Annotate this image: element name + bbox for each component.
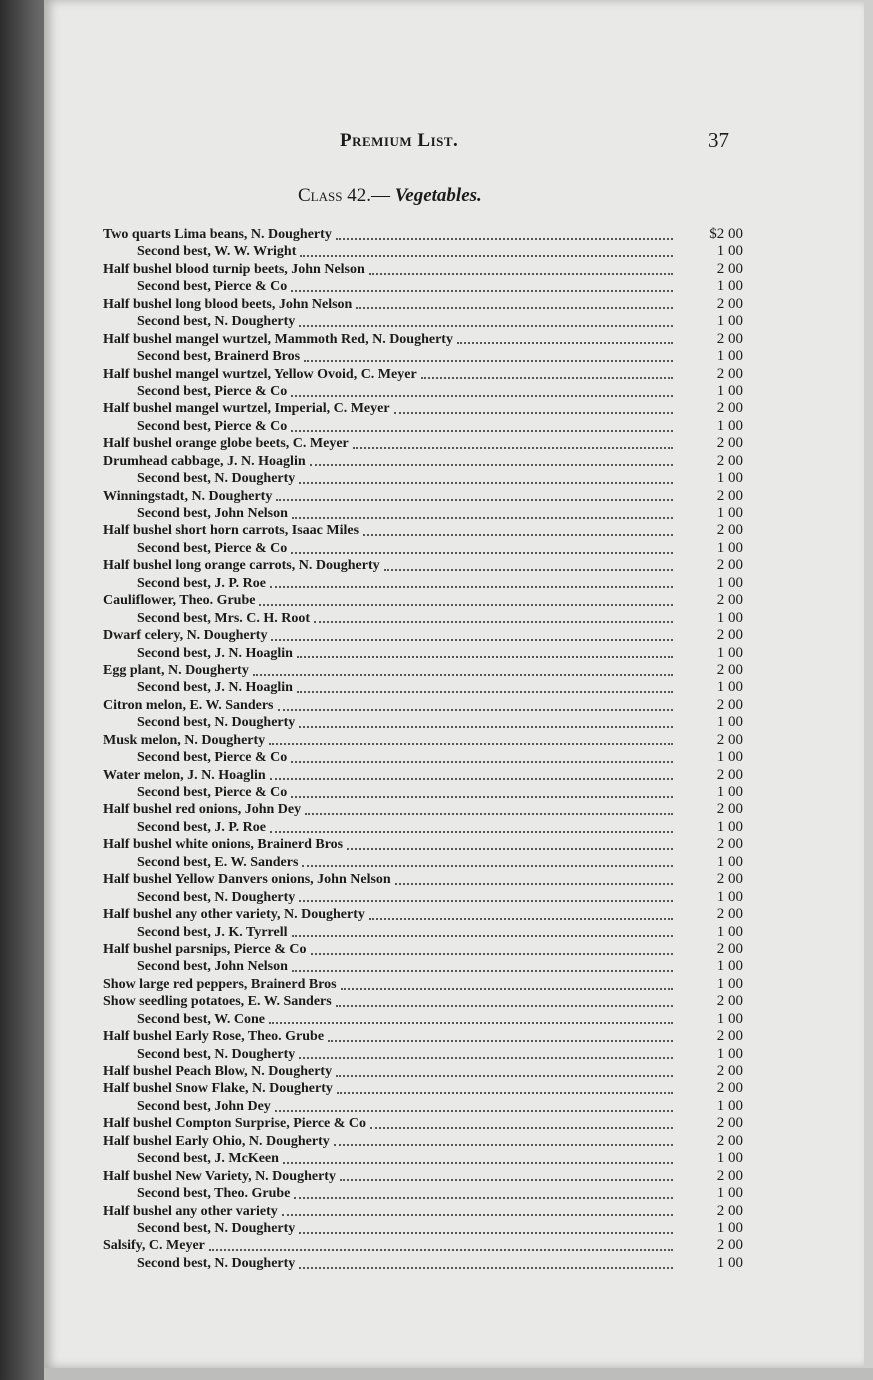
dot-leader (336, 238, 673, 240)
entry-label: Second best, N. Dougherty (137, 1220, 296, 1236)
entry-label: Second best, W. Cone (137, 1011, 265, 1027)
dot-leader (269, 1022, 673, 1024)
premium-entry (103, 488, 743, 505)
dot-leader (394, 412, 673, 414)
entry-label: Half bushel any other variety, N. Dougherty (103, 907, 365, 923)
premium-entry (103, 1063, 743, 1080)
entry-amount: 1 00 (716, 714, 743, 731)
entry-label: Two quarts Lima beans, N. Dougherty (103, 227, 332, 242)
premium-entry (103, 1133, 743, 1150)
premium-entry (103, 993, 743, 1010)
entry-amount: 2 00 (716, 365, 743, 382)
entry-label: Show large red peppers, Brainerd Bros (103, 976, 337, 992)
premium-entry (103, 383, 743, 400)
premium-entry (103, 627, 743, 644)
entry-label: Second best, Brainerd Bros (137, 349, 301, 365)
entry-amount: 2 00 (716, 295, 743, 312)
entry-label: Half bushel red onions, John Dey (103, 802, 302, 818)
entry-amount: 1 00 (716, 818, 743, 835)
dot-leader (341, 988, 673, 990)
premium-entry (103, 889, 743, 906)
premium-list (103, 226, 743, 1272)
premium-entry (103, 453, 743, 470)
dot-leader (363, 534, 673, 536)
dot-leader (292, 970, 673, 972)
entry-label: Drumhead cabbage, J. N. Hoaglin (103, 453, 306, 469)
premium-entry (103, 784, 743, 801)
entry-amount: 1 00 (716, 505, 743, 521)
entry-amount: 2 00 (716, 1132, 743, 1149)
entry-amount: 1 00 (716, 958, 743, 975)
entry-label: Half bushel New Variety, N. Dougherty (103, 1168, 336, 1184)
dot-leader (270, 831, 673, 833)
entry-label: Half bushel Peach Blow, N. Dougherty (103, 1064, 333, 1079)
premium-entry (103, 418, 743, 435)
premium-entry (103, 400, 743, 417)
premium-entry (103, 958, 743, 975)
premium-entry (103, 505, 743, 522)
premium-entry (103, 331, 743, 348)
entry-label: Half bushel mangel wurtzel, Yellow Ovoid, C. Meyer (103, 366, 417, 382)
entry-amount: 2 00 (716, 1028, 743, 1045)
entry-amount: 1 00 (716, 644, 743, 661)
premium-entry (103, 470, 743, 487)
premium-entry (103, 836, 743, 853)
entry-label: Second best, Mrs. C. H. Root (137, 610, 311, 626)
book-spine (0, 0, 44, 1380)
dot-leader (292, 935, 674, 937)
premium-entry (103, 592, 743, 609)
running-header: Premium List. (340, 130, 459, 151)
entry-label: Half bushel short horn carrots, Isaac Miles (103, 523, 360, 539)
dot-leader (269, 743, 673, 745)
dot-leader (299, 900, 673, 902)
class-category: Vegetables. (394, 185, 482, 206)
class-heading (298, 185, 482, 207)
dot-leader (305, 813, 673, 815)
entry-amount: 2 00 (716, 1202, 743, 1219)
premium-entry (103, 1046, 743, 1063)
entry-label: Half bushel long orange carrots, N. Dougherty (103, 558, 380, 574)
entry-label: Half bushel Yellow Danvers onions, John Nelson (103, 872, 391, 888)
premium-entry (103, 1115, 743, 1132)
entry-amount: 2 00 (716, 487, 743, 504)
premium-entry (103, 226, 743, 243)
entry-label: Second best, John Nelson (137, 506, 288, 521)
dot-leader (300, 255, 673, 257)
entry-amount: 1 00 (716, 853, 743, 870)
entry-amount: 2 00 (716, 766, 743, 783)
entry-label: Show seedling potatoes, E. W. Sanders (103, 994, 332, 1010)
dot-leader (311, 953, 673, 955)
entry-amount: 2 00 (716, 731, 743, 748)
entry-amount: 1 00 (716, 1097, 743, 1114)
entry-amount: 1 00 (716, 539, 743, 556)
entry-amount: 2 00 (716, 871, 743, 888)
entry-label: Second best, E. W. Sanders (137, 854, 299, 870)
entry-amount: 1 00 (716, 1185, 743, 1202)
dot-leader (253, 674, 673, 676)
entry-amount: 1 00 (716, 1010, 743, 1027)
premium-entry (103, 348, 743, 365)
entry-amount: 2 00 (716, 1237, 743, 1254)
dot-leader (291, 395, 673, 397)
dot-leader (336, 1075, 673, 1077)
dot-leader (310, 464, 673, 466)
dot-leader (294, 1197, 673, 1199)
dot-leader (291, 796, 673, 798)
premium-entry (103, 819, 743, 836)
entry-label: Second best, J. K. Tyrrell (137, 924, 288, 940)
entry-amount: 1 00 (716, 609, 743, 626)
entry-label: Second best, N. Dougherty (137, 1046, 296, 1062)
entry-label: Musk melon, N. Dougherty (103, 732, 266, 748)
dot-leader (271, 639, 673, 641)
entry-amount: 2 00 (716, 1167, 743, 1184)
premium-entry (103, 1220, 743, 1237)
dot-leader (369, 273, 673, 275)
entry-label: Second best, Pierce & Co (137, 785, 288, 800)
dot-leader (314, 621, 673, 623)
entry-amount: 1 00 (716, 574, 743, 591)
entry-amount: 1 00 (716, 1254, 743, 1271)
premium-entry (103, 1011, 743, 1028)
page-edge-bottom (44, 1368, 873, 1380)
entry-amount: $2 00 (709, 226, 743, 242)
class-label: Class 42.— (298, 185, 390, 206)
premium-entry (103, 732, 743, 749)
entry-amount: 2 00 (716, 696, 743, 713)
entry-amount: 2 00 (716, 836, 743, 853)
entry-label: Second best, N. Dougherty (137, 715, 296, 731)
entry-label: Half bushel mangel wurtzel, Mammoth Red, N. Dougherty (103, 331, 453, 347)
premium-entry (103, 749, 743, 766)
dot-leader (276, 499, 673, 501)
entry-label: Second best, Pierce & Co (137, 279, 288, 295)
dot-leader (291, 552, 673, 554)
premium-entry (103, 1150, 743, 1167)
entry-label: Second best, Pierce & Co (137, 383, 288, 399)
entry-amount: 1 00 (716, 975, 743, 992)
entry-label: Half bushel Snow Flake, N. Dougherty (103, 1081, 333, 1097)
entry-amount: 2 00 (716, 330, 743, 347)
premium-entry (103, 1080, 743, 1097)
premium-entry (103, 243, 743, 260)
entry-label: Second best, John Dey (137, 1098, 271, 1114)
entry-label: Second best, J. McKeen (137, 1151, 279, 1167)
entry-label: Second best, N. Dougherty (137, 1255, 296, 1271)
dot-leader (384, 569, 673, 571)
entry-label: Half bushel white onions, Brainerd Bros (103, 837, 344, 853)
dot-leader (278, 709, 674, 711)
entry-amount: 2 00 (716, 260, 743, 277)
entry-label: Egg plant, N. Dougherty (103, 662, 249, 678)
entry-label: Half bushel orange globe beets, C. Meyer (103, 436, 349, 452)
entry-label: Second best, N. Dougherty (137, 471, 296, 487)
dot-leader (334, 1144, 673, 1146)
premium-entry (103, 1185, 743, 1202)
premium-entry (103, 261, 743, 278)
dot-leader (282, 1214, 673, 1216)
dot-leader (299, 1057, 673, 1059)
entry-amount: 1 00 (716, 1045, 743, 1062)
dot-leader (457, 342, 673, 344)
entry-amount: 1 00 (716, 1219, 743, 1236)
entry-amount: 2 00 (716, 452, 743, 469)
entry-amount: 2 00 (716, 400, 743, 417)
entry-amount: 1 00 (716, 243, 743, 260)
premium-entry (103, 924, 743, 941)
entry-amount: 1 00 (716, 1150, 743, 1167)
entry-label: Dwarf celery, N. Dougherty (103, 628, 268, 644)
entry-amount: 2 00 (716, 557, 743, 574)
entry-amount: 2 00 (716, 1080, 743, 1097)
premium-entry (103, 1168, 743, 1185)
entry-label: Winningstadt, N. Dougherty (103, 488, 273, 504)
dot-leader (347, 848, 673, 850)
premium-entry (103, 767, 743, 784)
entry-amount: 1 00 (716, 417, 743, 434)
entry-label: Second best, N. Dougherty (137, 314, 296, 330)
dot-leader (336, 1005, 673, 1007)
entry-amount: 2 00 (716, 801, 743, 818)
entry-amount: 2 00 (716, 906, 743, 923)
entry-label: Half bushel Compton Surprise, Pierce & Co (103, 1116, 367, 1132)
premium-entry (103, 435, 743, 452)
entry-label: Second best, Pierce & Co (137, 750, 288, 766)
entry-amount: 1 00 (716, 923, 743, 940)
premium-entry (103, 662, 743, 679)
entry-label: Salsify, C. Meyer (103, 1238, 205, 1254)
premium-entry (103, 645, 743, 662)
dot-leader (421, 377, 673, 379)
entry-label: Citron melon, E. W. Sanders (103, 697, 274, 713)
entry-label: Second best, J. N. Hoaglin (137, 680, 293, 696)
premium-entry (103, 697, 743, 714)
premium-entry (103, 801, 743, 818)
dot-leader (291, 761, 673, 763)
entry-amount: 2 00 (716, 435, 743, 452)
dot-leader (299, 726, 673, 728)
premium-entry (103, 557, 743, 574)
dot-leader (299, 325, 673, 327)
dot-leader (395, 883, 673, 885)
dot-leader (299, 482, 673, 484)
dot-leader (369, 918, 673, 920)
entry-amount: 2 00 (716, 940, 743, 957)
dot-leader (209, 1249, 673, 1251)
dot-leader (302, 865, 673, 867)
premium-entry (103, 871, 743, 888)
entry-amount: 2 00 (716, 522, 743, 539)
entry-amount: 1 00 (716, 784, 743, 800)
entry-amount: 2 00 (716, 1115, 743, 1132)
entry-label: Second best, N. Dougherty (137, 889, 296, 905)
page-number: 37 (708, 128, 729, 152)
entry-amount: 1 00 (716, 679, 743, 696)
entry-label: Second best, J. P. Roe (137, 819, 266, 835)
dot-leader (270, 586, 673, 588)
dot-leader (291, 290, 673, 292)
premium-entry (103, 522, 743, 539)
entry-label: Second best, Pierce & Co (137, 540, 288, 556)
entry-label: Second best, J. P. Roe (137, 575, 266, 591)
entry-amount: 2 00 (716, 661, 743, 678)
page-edge-right (864, 0, 873, 1380)
entry-amount: 1 00 (716, 348, 743, 365)
dot-leader (299, 1232, 673, 1234)
dot-leader (356, 307, 673, 309)
entry-amount: 2 00 (716, 993, 743, 1010)
dot-leader (259, 604, 673, 606)
entry-amount: 1 00 (716, 888, 743, 905)
premium-entry (103, 906, 743, 923)
dot-leader (337, 1092, 673, 1094)
entry-label: Second best, J. N. Hoaglin (137, 645, 293, 661)
entry-amount: 2 00 (716, 627, 743, 644)
entry-label: Second best, Pierce & Co (137, 418, 288, 434)
premium-entry (103, 679, 743, 696)
premium-entry (103, 854, 743, 871)
dot-leader (328, 1040, 673, 1042)
entry-label: Half bushel long blood beets, John Nelson (103, 296, 353, 312)
dot-leader (275, 1110, 673, 1112)
dot-leader (353, 447, 673, 449)
entry-amount: 1 00 (716, 313, 743, 330)
dot-leader (292, 517, 673, 519)
entry-label: Second best, W. W. Wright (137, 244, 297, 260)
entry-amount: 1 00 (716, 278, 743, 295)
dot-leader (340, 1179, 673, 1181)
dot-leader (270, 778, 673, 780)
dot-leader (304, 360, 673, 362)
entry-label: Half bushel parsnips, Pierce & Co (103, 941, 307, 957)
entry-label: Half bushel Early Ohio, N. Dougherty (103, 1133, 330, 1149)
entry-label: Half bushel mangel wurtzel, Imperial, C. Meyer (103, 401, 390, 417)
premium-entry (103, 540, 743, 557)
entry-amount: 1 00 (716, 382, 743, 399)
entry-amount: 1 00 (716, 749, 743, 766)
premium-entry (103, 1203, 743, 1220)
premium-entry (103, 313, 743, 330)
entry-label: Half bushel any other variety (103, 1203, 278, 1219)
premium-entry (103, 714, 743, 731)
dot-leader (299, 1267, 673, 1269)
entry-label: Second best, Theo. Grube (137, 1186, 291, 1202)
premium-entry (103, 296, 743, 313)
premium-entry (103, 1098, 743, 1115)
premium-entry (103, 941, 743, 958)
dot-leader (297, 691, 673, 693)
premium-entry (103, 1237, 743, 1254)
entry-amount: 1 00 (716, 470, 743, 487)
dot-leader (297, 656, 673, 658)
entry-label: Water melon, J. N. Hoaglin (103, 767, 266, 783)
entry-label: Cauliflower, Theo. Grube (103, 593, 256, 609)
dot-leader (283, 1162, 673, 1164)
entry-amount: 2 00 (716, 1063, 743, 1079)
dot-leader (291, 430, 673, 432)
entry-label: Half bushel blood turnip beets, John Nelson (103, 261, 365, 277)
premium-entry (103, 976, 743, 993)
premium-entry (103, 575, 743, 592)
premium-entry (103, 1255, 743, 1272)
entry-label: Second best, John Nelson (137, 959, 288, 975)
premium-entry (103, 1028, 743, 1045)
entry-label: Half bushel Early Rose, Theo. Grube (103, 1029, 325, 1045)
entry-amount: 2 00 (716, 592, 743, 609)
premium-entry (103, 610, 743, 627)
dot-leader (370, 1127, 673, 1129)
premium-entry (103, 278, 743, 295)
premium-entry (103, 366, 743, 383)
